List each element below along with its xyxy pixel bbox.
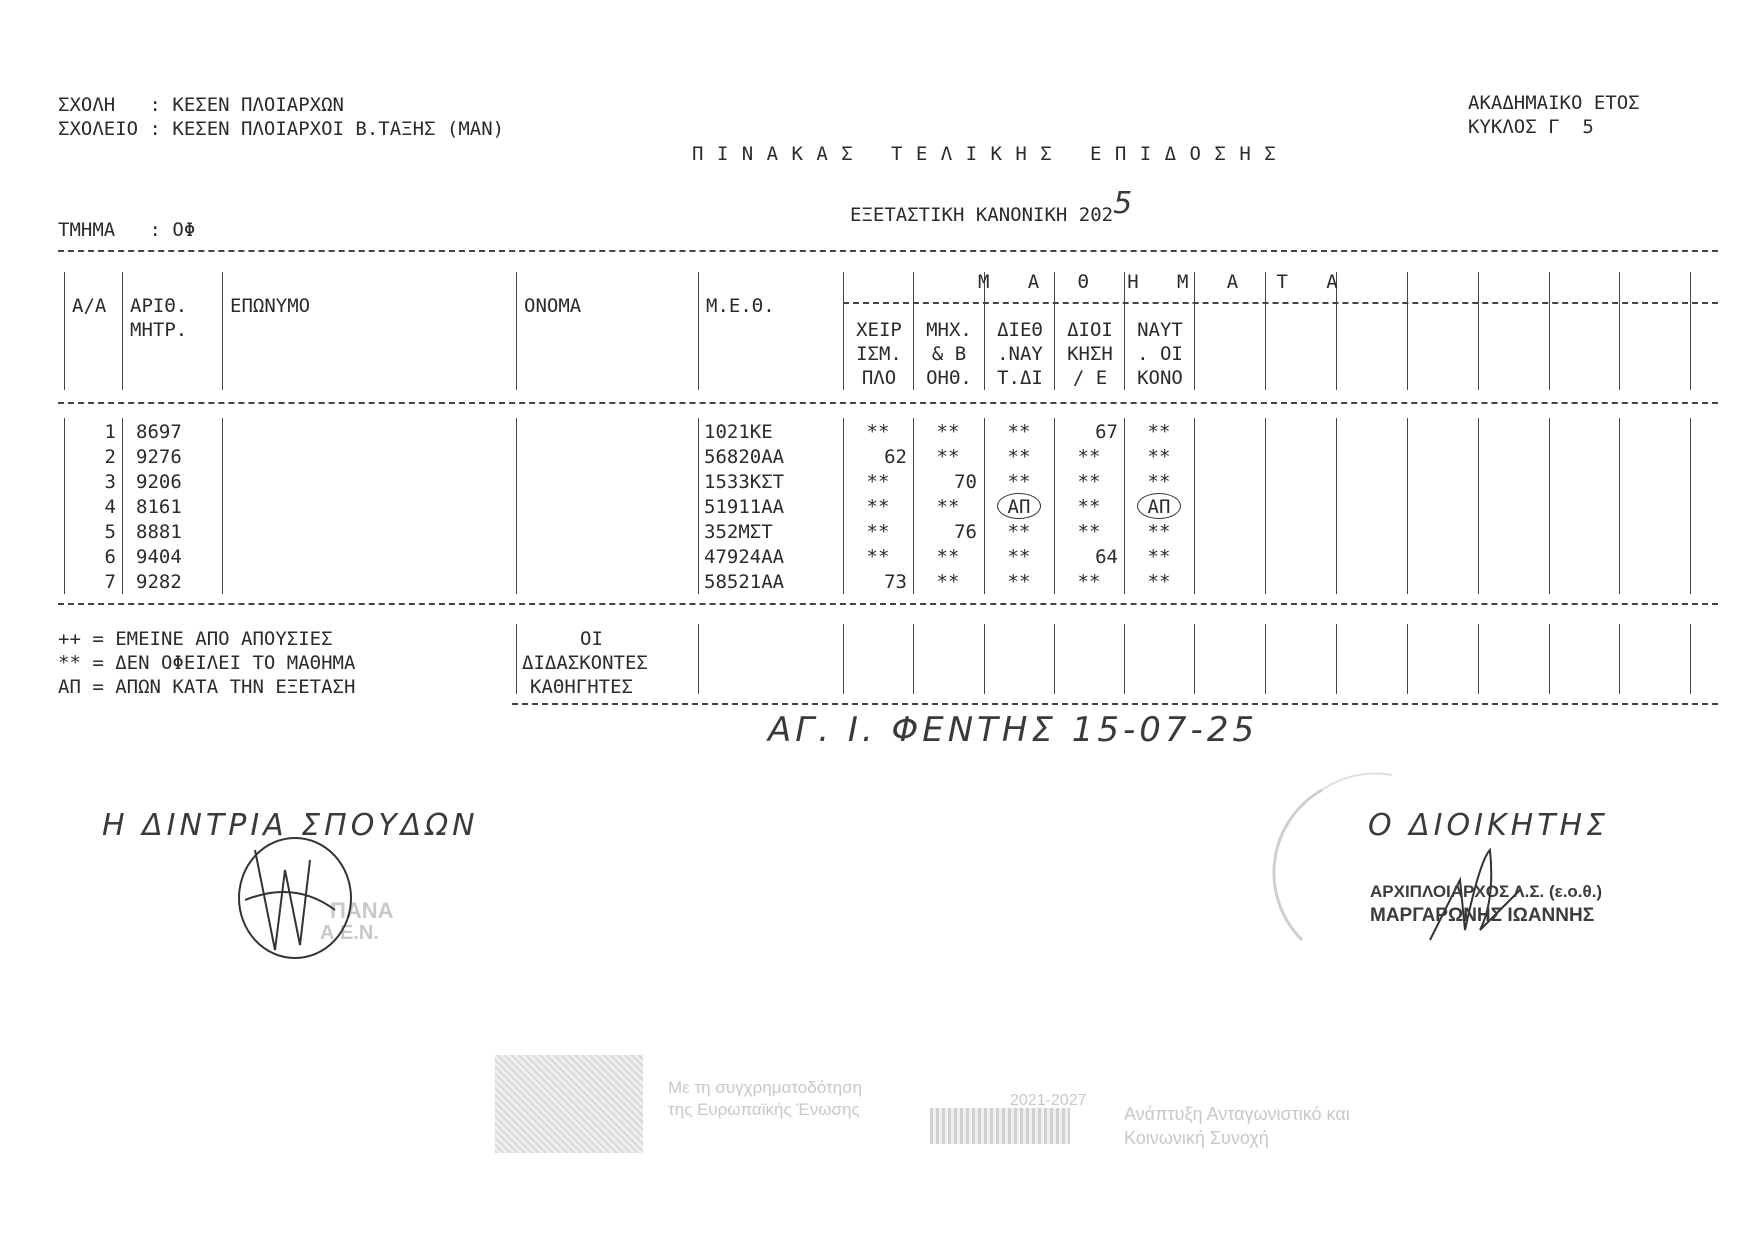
column-separator: [122, 418, 123, 594]
grade-cell: 67: [1095, 421, 1118, 443]
program-period: 2021-2027: [1010, 1092, 1087, 1109]
column-separator: [1619, 418, 1620, 594]
grade-cell: ΑΠ: [1007, 496, 1031, 518]
subject-header-line: ΧΕΙΡ: [856, 319, 902, 341]
program-logo: [930, 1108, 1070, 1144]
subject-header-line: Τ.ΔΙ: [997, 367, 1043, 389]
grade-cell: **: [1147, 571, 1171, 593]
column-separator: [122, 272, 123, 390]
subjects-title: Μ Α Θ Η Μ Α Τ Α: [978, 271, 1339, 293]
subject-header-line: ΜΗΧ.: [926, 319, 972, 341]
left-stamp-faded-2: Α Ε.Ν.: [320, 922, 379, 944]
stamp-name: ΜΑΡΓΑΡΩΝΗΣ ΙΩΑΝΝΗΣ: [1370, 905, 1595, 926]
grade-cell: **: [1077, 496, 1101, 518]
grade-cell: **: [866, 496, 890, 518]
subject-header-line: . ΟΙ: [1137, 343, 1183, 365]
subject-header-line: .ΝΑΥ: [997, 343, 1043, 365]
grade-cell: **: [936, 421, 960, 443]
grade-cell: **: [936, 546, 960, 568]
subject-header-line: ΝΑΥΤ: [1137, 319, 1183, 341]
row-meth: 1021ΚΕ: [704, 421, 773, 443]
column-separator: [1619, 272, 1620, 390]
column-separator: [843, 272, 844, 390]
rule-body-bottom: [58, 603, 1718, 605]
subject-header-line: / Ε: [1072, 367, 1108, 389]
subject-header-line: ΟΗΘ.: [926, 367, 972, 389]
col-header-meth: Μ.Ε.Θ.: [706, 295, 775, 317]
section-label: ΤΜΗΜΑ : ΟΦ: [58, 219, 196, 241]
eu-flag-logo: [495, 1055, 643, 1153]
column-separator: [913, 624, 914, 694]
column-separator: [1690, 624, 1691, 694]
column-separator: [1407, 272, 1408, 390]
teachers-label-2: ΔΙΔΑΣΚΟΝΤΕΣ: [522, 652, 648, 674]
column-separator: [1478, 272, 1479, 390]
absent-circle-mark: [997, 493, 1041, 519]
row-am: 9282: [136, 571, 182, 593]
studies-director-handwritten: Η ΔΙΝΤΡΙΑ ΣΠΟΥΔΩΝ: [102, 808, 479, 843]
column-separator: [516, 272, 517, 390]
grade-cell: **: [1147, 521, 1171, 543]
subject-header-line: ΙΣΜ.: [856, 343, 902, 365]
column-separator: [1336, 624, 1337, 694]
program-area-2: Κοινωνική Συνοχή: [1124, 1128, 1269, 1148]
legend-not-owed: ** = ΔΕΝ ΟΦΕΙΛΕΙ ΤΟ ΜΑΘΗΜΑ: [58, 652, 356, 674]
teachers-label-1: ΟΙ: [580, 628, 603, 650]
row-am: 9276: [136, 446, 182, 468]
column-separator: [1690, 418, 1691, 594]
column-separator: [1265, 624, 1266, 694]
legend-absent: ΑΠ = ΑΠΩΝ ΚΑΤΑ ΤΗΝ ΕΞΕΤΑΣΗ: [58, 676, 356, 698]
row-aa: 7: [104, 571, 116, 593]
row-am: 8697: [136, 421, 182, 443]
column-separator: [1690, 272, 1691, 390]
grade-cell: **: [936, 571, 960, 593]
eu-cofunding-1: Με τη συγχρηματοδότηση: [668, 1078, 863, 1097]
subject-header-line: & Β: [931, 343, 967, 365]
column-separator: [222, 418, 223, 594]
col-header-name: ΟΝΟΜΑ: [524, 295, 582, 317]
grade-cell: **: [866, 521, 890, 543]
eu-cofunding-2: της Ευρωπαϊκής Ένωσης: [668, 1100, 860, 1119]
row-meth: 47924ΑΑ: [704, 546, 785, 568]
grade-cell: **: [1147, 546, 1171, 568]
grade-cell: **: [1007, 471, 1031, 493]
row-am: 8881: [136, 521, 182, 543]
grade-cell: **: [1147, 421, 1171, 443]
department-label: ΣΧΟΛΕΙΟ : ΚΕΣΕΝ ΠΛΟΙΑΡΧΟΙ Β.ΤΑΞΗΣ (ΜΑΝ): [58, 118, 505, 140]
column-separator: [984, 624, 985, 694]
grade-cell: ΑΠ: [1147, 496, 1171, 518]
exam-year-handwritten: 5: [1113, 186, 1133, 221]
grade-cell: 62: [884, 446, 907, 468]
column-separator: [1265, 418, 1266, 594]
grade-cell: **: [866, 546, 890, 568]
column-separator: [1124, 418, 1125, 594]
grade-cell: **: [1007, 521, 1031, 543]
school-label: ΣΧΟΛΗ : ΚΕΣΕΝ ΠΛΟΙΑΡΧΩΝ: [58, 94, 344, 116]
column-separator: [64, 418, 65, 594]
column-separator: [984, 418, 985, 594]
row-meth: 51911ΑΑ: [704, 496, 785, 518]
row-aa: 3: [104, 471, 116, 493]
grade-cell: 73: [884, 571, 907, 593]
column-separator: [64, 272, 65, 390]
teachers-label-3: ΚΑΘΗΓΗΤΕΣ: [530, 676, 633, 698]
column-separator: [913, 418, 914, 594]
column-separator: [1194, 624, 1195, 694]
col-header-aa: Α/Α: [72, 295, 107, 317]
grade-cell: 70: [954, 471, 977, 493]
col-header-am-1: ΑΡΙΘ.: [130, 295, 188, 317]
row-meth: 1533ΚΣΤ: [704, 471, 785, 493]
exam-session-text: ΕΞΕΤΑΣΤΙΚΗ ΚΑΝΟΝΙΚΗ 202: [850, 204, 1114, 226]
left-signature-icon: [215, 830, 365, 970]
row-aa: 6: [104, 546, 116, 568]
rule-footer-bottom: [512, 703, 1718, 705]
column-separator: [1549, 272, 1550, 390]
legend-absences: ++ = ΕΜΕΙΝΕ ΑΠΟ ΑΠΟΥΣΙΕΣ: [58, 628, 333, 650]
teacher-signature-handwritten: ΑΓ. Ι. ΦΕΝΤΗΣ 15-07-25: [768, 710, 1259, 750]
column-separator: [222, 272, 223, 390]
row-aa: 4: [104, 496, 116, 518]
column-separator: [843, 418, 844, 594]
column-separator: [1549, 624, 1550, 694]
column-separator: [1194, 418, 1195, 594]
row-meth: 56820ΑΑ: [704, 446, 785, 468]
academic-year: ΑΚΑΔΗΜΑΙΚΟ ΕΤΟΣ: [1468, 92, 1640, 114]
column-separator: [516, 418, 517, 594]
column-separator: [1336, 418, 1337, 594]
column-separator: [1619, 624, 1620, 694]
program-area-1: Ανάπτυξη Ανταγωνιστικό και: [1124, 1104, 1350, 1124]
rule-top: [58, 250, 1718, 252]
left-stamp-faded-1: ΠΑΝΑ: [330, 898, 394, 923]
column-separator: [698, 272, 699, 390]
rule-header-bottom: [58, 402, 1718, 404]
grade-cell: **: [1147, 446, 1171, 468]
column-separator: [516, 624, 517, 694]
row-aa: 5: [104, 521, 116, 543]
column-separator: [1054, 418, 1055, 594]
grade-cell: 64: [1095, 546, 1118, 568]
subject-header-line: ΠΛΟ: [861, 367, 897, 389]
subject-header-line: ΔΙΕΘ: [997, 319, 1043, 341]
rule-subjects: [843, 302, 1718, 304]
page-title: Π Ι Ν Α Κ Α Σ Τ Ε Λ Ι Κ Η Σ Ε Π Ι Δ Ο Σ Η Σ: [692, 143, 1277, 165]
grade-cell: **: [1077, 521, 1101, 543]
grade-cell: **: [1077, 571, 1101, 593]
cycle-label: ΚΥΚΛΟΣ Γ 5: [1468, 116, 1594, 138]
grade-cell: **: [1077, 446, 1101, 468]
row-meth: 352ΜΣΤ: [704, 521, 773, 543]
grade-cell: **: [936, 496, 960, 518]
column-separator: [1478, 418, 1479, 594]
grade-cell: **: [1147, 471, 1171, 493]
col-header-am-2: ΜΗΤΡ.: [130, 319, 188, 341]
column-separator: [913, 272, 914, 390]
subject-header-line: ΚΟΝΟ: [1137, 367, 1183, 389]
col-header-surname: ΕΠΩΝΥΜΟ: [230, 295, 311, 317]
grade-cell: **: [1077, 471, 1101, 493]
subject-header-line: ΚΗΣΗ: [1067, 343, 1113, 365]
grade-cell: **: [936, 446, 960, 468]
grade-cell: **: [1007, 446, 1031, 468]
absent-circle-mark: [1137, 493, 1181, 519]
column-separator: [698, 418, 699, 594]
column-separator: [698, 624, 699, 694]
grade-cell: **: [866, 471, 890, 493]
row-am: 8161: [136, 496, 182, 518]
row-aa: 1: [104, 421, 116, 443]
row-aa: 2: [104, 446, 116, 468]
grade-cell: **: [1007, 546, 1031, 568]
column-separator: [1124, 624, 1125, 694]
column-separator: [843, 624, 844, 694]
row-meth: 58521ΑΑ: [704, 571, 785, 593]
stamp-rank: ΑΡΧΙΠΛΟΙΑΡΧΟΣ Λ.Σ. (ε.ο.θ.): [1370, 882, 1603, 901]
row-am: 9206: [136, 471, 182, 493]
column-separator: [1054, 624, 1055, 694]
exam-session: [850, 186, 1133, 229]
grade-cell: 76: [954, 521, 977, 543]
column-separator: [1549, 418, 1550, 594]
grade-cell: **: [866, 421, 890, 443]
column-separator: [1407, 418, 1408, 594]
commander-handwritten: Ο ΔΙΟΙΚΗΤΗΣ: [1368, 808, 1610, 843]
column-separator: [1478, 624, 1479, 694]
grade-cell: **: [1007, 421, 1031, 443]
column-separator: [1407, 624, 1408, 694]
subject-header-line: ΔΙΟΙ: [1067, 319, 1113, 341]
row-am: 9404: [136, 546, 182, 568]
grade-cell: **: [1007, 571, 1031, 593]
